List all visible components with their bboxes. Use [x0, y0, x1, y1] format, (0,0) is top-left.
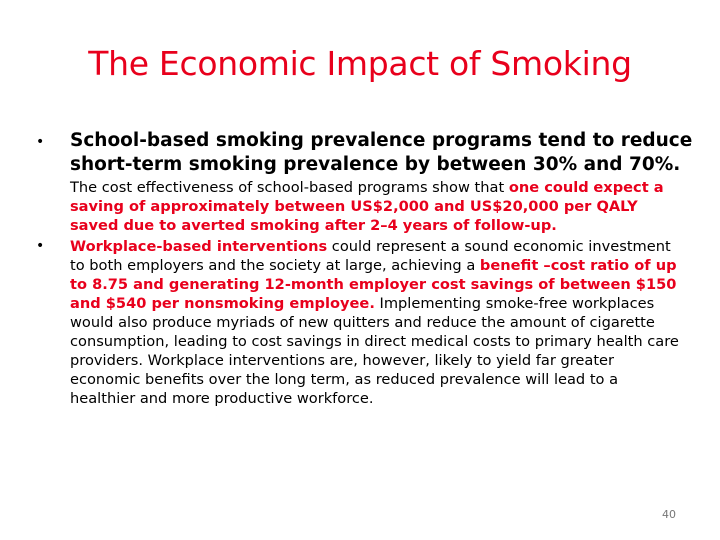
workplace-text-1: could represent a sound economic investment to both employers and the society at large, achieving a [70, 238, 671, 274]
page-number: 40 [662, 508, 676, 521]
sub-text-plain: The cost effectiveness of school-based programs show that [70, 179, 509, 196]
slide-title: The Economic Impact of Smoking [88, 44, 632, 83]
workplace-text-2: Implementing smoke-free workplaces would also produce myriads of new quitters and reduce the amount of cigarette consumption, leading to cost savings in direct medical costs to primary health care providers. Workplace interventions are, however, likely to yield far greater economic benefits over the long term, as reduced prevalence will lead to a healthier and more productive workforce. [70, 295, 679, 407]
bullet-text-line2: short-term smoking prevalence by between 30% and 70%. [70, 154, 681, 175]
sub-highlight-1: one could [508, 179, 589, 196]
sub-highlight-2: expect a saving of approximately between US$2,000 and US$20,000 per QALY saved due to averted smoking after 2–4 years of follow-up. [70, 179, 664, 234]
bullet-icon: • [36, 238, 45, 254]
bullet-text-line1: School-based smoking prevalence programs tend to reduce [70, 130, 693, 151]
workplace-highlight: benefit –cost ratio of up to 8.75 and generating 12-month employer cost savings of between $150 and $540 per nonsmoking employee. [70, 257, 677, 312]
bullet-icon: • [36, 134, 45, 150]
workplace-lead: Workplace-based interventions [70, 238, 328, 255]
sub-paragraph-cost-effectiveness [70, 178, 682, 235]
bullet-paragraph-workplace [70, 237, 682, 408]
